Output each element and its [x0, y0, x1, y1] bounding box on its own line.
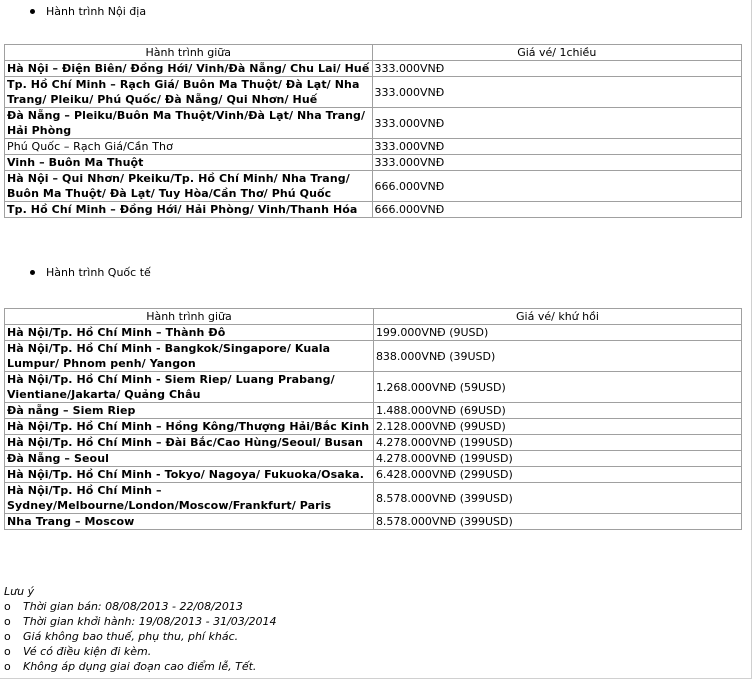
price-cell: 666.000VNĐ	[372, 202, 741, 218]
bullet-icon	[30, 9, 35, 14]
route-cell: Hà Nội/Tp. Hồ Chí Minh - Siem Riep/ Luang Prabang/ Vientiane/Jakarta/ Quảng Châu	[5, 372, 374, 403]
note-text: Thời gian bán: 08/08/2013 - 22/08/2013	[23, 600, 243, 613]
note-text: Thời gian khởi hành: 19/08/2013 - 31/03/2014	[23, 615, 277, 628]
route-cell: Đà Nẵng – Pleiku/Buôn Ma Thuột/Vinh/Đà Lạt/ Nha Trang/ Hải Phòng	[5, 108, 373, 139]
route-cell: Hà Nội/Tp. Hồ Chí Minh – Sydney/Melbourne/London/Moscow/Frankfurt/ Paris	[5, 483, 374, 514]
notes-heading: Lưu ý	[4, 585, 35, 598]
domestic-title-text: Hành trình Nội địa	[46, 5, 147, 18]
price-cell: 4.278.000VNĐ (199USD)	[373, 451, 741, 467]
table-row	[5, 514, 742, 530]
table-row	[5, 451, 742, 467]
route-cell: Hà Nội/Tp. Hồ Chí Minh - Bangkok/Singapore/ Kuala Lumpur/ Phnom penh/ Yangon	[5, 341, 374, 372]
price-cell: 838.000VNĐ (39USD)	[373, 341, 741, 372]
price-cell: 333.000VNĐ	[372, 61, 741, 77]
domestic-fare-table	[4, 44, 742, 218]
table-row	[5, 419, 742, 435]
table-row	[5, 108, 742, 139]
note-text: Giá không bao thuế, phụ thu, phí khác.	[23, 630, 239, 643]
list-item	[4, 629, 276, 644]
table-row	[5, 171, 742, 202]
note-text: Không áp dụng giai đoạn cao điểm lễ, Tết.	[23, 660, 257, 673]
price-cell: 8.578.000VNĐ (399USD)	[373, 514, 741, 530]
table-row	[5, 155, 742, 171]
table-row	[5, 61, 742, 77]
list-item	[4, 644, 276, 659]
price-cell: 4.278.000VNĐ (199USD)	[373, 435, 741, 451]
table-row	[5, 403, 742, 419]
price-column-header: Giá vé/ 1chiều	[372, 45, 741, 61]
route-cell: Vinh – Buôn Ma Thuột	[5, 155, 373, 171]
international-fare-table	[4, 308, 742, 530]
price-cell: 8.578.000VNĐ (399USD)	[373, 483, 741, 514]
table-row	[5, 77, 742, 108]
table-row	[5, 325, 742, 341]
route-cell: Tp. Hồ Chí Minh – Rạch Giá/ Buôn Ma Thuột/ Đà Lạt/ Nha Trang/ Pleiku/ Phú Quốc/ Đà Nẵng/ Qui Nhơn/ Huế	[5, 77, 373, 108]
price-cell: 666.000VNĐ	[372, 171, 741, 202]
table-row	[5, 372, 742, 403]
price-cell: 6.428.000VNĐ (299USD)	[373, 467, 741, 483]
route-cell: Hà Nội/Tp. Hồ Chí Minh – Hồng Kông/Thượng Hải/Bắc Kinh	[5, 419, 374, 435]
price-column-header: Giá vé/ khứ hồi	[373, 309, 741, 325]
circle-marker-icon: o	[4, 600, 11, 613]
price-cell: 333.000VNĐ	[372, 139, 741, 155]
route-cell: Hà Nội/Tp. Hồ Chí Minh - Tokyo/ Nagoya/ Fukuoka/Osaka.	[5, 467, 374, 483]
international-section-title	[30, 266, 151, 279]
list-item	[4, 659, 276, 674]
price-cell: 2.128.000VNĐ (99USD)	[373, 419, 741, 435]
route-cell: Hà Nội – Qui Nhơn/ Pkeiku/Tp. Hồ Chí Minh/ Nha Trang/ Buôn Ma Thuột/ Đà Lạt/ Tuy Hòa/Cần Thơ/ Phú Quốc	[5, 171, 373, 202]
list-item	[4, 614, 276, 629]
route-cell: Nha Trang – Moscow	[5, 514, 374, 530]
table-row	[5, 202, 742, 218]
table-row	[5, 467, 742, 483]
route-cell: Hà Nội/Tp. Hồ Chí Minh – Đài Bắc/Cao Hùng/Seoul/ Busan	[5, 435, 374, 451]
note-text: Vé có điều kiện đi kèm.	[23, 645, 152, 658]
route-column-header: Hành trình giữa	[5, 309, 374, 325]
route-cell: Hà Nội/Tp. Hồ Chí Minh – Thành Đô	[5, 325, 374, 341]
price-cell: 333.000VNĐ	[372, 108, 741, 139]
route-column-header: Hành trình giữa	[5, 45, 373, 61]
domestic-section-title	[30, 5, 146, 18]
circle-marker-icon: o	[4, 630, 11, 643]
circle-marker-icon: o	[4, 645, 11, 658]
route-cell: Tp. Hồ Chí Minh – Đồng Hới/ Hải Phòng/ Vinh/Thanh Hóa	[5, 202, 373, 218]
circle-marker-icon: o	[4, 660, 11, 673]
table-header-row	[5, 309, 742, 325]
notes-section	[4, 585, 276, 674]
table-row	[5, 483, 742, 514]
international-title-text: Hành trình Quốc tế	[46, 266, 151, 279]
table-header-row	[5, 45, 742, 61]
bullet-icon	[30, 270, 35, 275]
route-cell: Phú Quốc – Rạch Giá/Cần Thơ	[5, 139, 373, 155]
price-cell: 333.000VNĐ	[372, 155, 741, 171]
price-cell: 1.488.000VNĐ (69USD)	[373, 403, 741, 419]
table-row	[5, 341, 742, 372]
price-cell: 333.000VNĐ	[372, 77, 741, 108]
route-cell: Đà Nẵng – Seoul	[5, 451, 374, 467]
route-cell: Hà Nội – Điện Biên/ Đồng Hới/ Vinh/Đà Nẵng/ Chu Lai/ Huế	[5, 61, 373, 77]
table-row	[5, 139, 742, 155]
route-cell: Đà nẵng – Siem Riep	[5, 403, 374, 419]
price-cell: 199.000VNĐ (9USD)	[373, 325, 741, 341]
table-row	[5, 435, 742, 451]
price-cell: 1.268.000VNĐ (59USD)	[373, 372, 741, 403]
circle-marker-icon: o	[4, 615, 11, 628]
list-item	[4, 599, 276, 614]
notes-list	[4, 599, 276, 674]
